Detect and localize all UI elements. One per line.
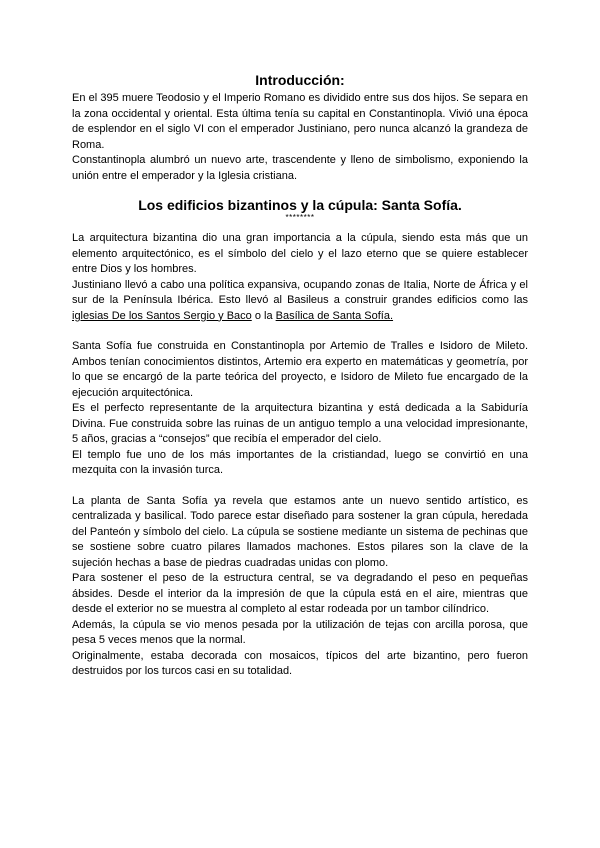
section-paragraph-3: Santa Sofía fue construida en Constantinopla por Artemio de Tralles e Isidoro de Mileto. Ambos tenían conocimientos distintos, Artemio era experto en matemáticas y geometría, por lo que se encargó de la parte teórica del proyecto, e Isidoro de Mileto fue encargado de la ejecución arquitectónica. [72,340,528,399]
section-title: Los edificios bizantinos y la cúpula: Santa Sofía. [138,197,462,213]
paragraph-gap [72,324,528,339]
section-paragraph-7: Para sostener el peso de la estructura central, se va degradando el peso en pequeñas ábsides. Desde el interior da la impresión de que la cúpula está en el aire, mientras que desde el exterior no se muestra al completo al estar rodeada por un tambor cilíndrico. [72,572,528,615]
section-paragraph-1: La arquitectura bizantina dio una gran importancia a la cúpula, siendo esta más que un elemento arquitectónico, es el símbolo del cielo y el lazo eterno que se quiere establecer entre Dios y los hombres. [72,232,528,275]
paragraph-2-text: Justiniano llevó a cabo una política expansiva, ocupando zonas de Italia, Norte de África y el sur de la Península Ibérica. Esto llevó al Basileus a construir grandes edificios como las [72,278,528,306]
section-paragraph-8: Además, la cúpula se vio menos pesada por la utilización de tejas con arcilla porosa, que pesa 5 veces menos que la normal. [72,618,528,646]
section-paragraph-6: La planta de Santa Sofía ya revela que estamos ante un nuevo sentido artístico, es centralizada y basilical. Todo parece estar diseñado para sostener la gran cúpula, heredada del Panteón y símbolo del cielo. La cúpula se sostiene mediante un sistema de pechinas que se sostiene sobre cuatro pilares llamados machones. Estos pilares son la clave de la sujeción hechas a base de piedras cuadradas unidas con plomo. [72,494,528,569]
link-iglesias-sergio-baco[interactable]: iglesias De los Santos Sergio y Baco [72,309,252,322]
intro-paragraph-2: Constantinopla alumbró un nuevo arte, trascendente y lleno de simbolismo, exponiendo la unión entre el emperador y la Iglesia cristiana. [72,154,528,182]
paragraph-gap [72,479,528,494]
section-paragraph-5: El templo fue uno de los más importantes de la cristiandad, luego se convirtió en una mezquita con la invasión turca. [72,448,528,476]
section-paragraph-4: Es el perfecto representante de la arquitectura bizantina y está dedicada a la Sabiduría Divina. Fue construida sobre las ruinas de un antiguo templo a una velocidad impresionante, 5 años, gracias a “consejos” que recibía el emperador del cielo. [72,402,528,445]
section-separator: ******** [285,213,315,222]
link-basilica-santa-sofia[interactable]: Basílica de Santa Sofía. [275,309,394,322]
intro-paragraph-1: En el 395 muere Teodosio y el Imperio Romano es dividido entre sus dos hijos. Se separa en la zona occidental y oriental. Esta última tenía su capital en Constantinopla. Vivió una época de esplendor en el siglo VI con el emperador Justiniano, pero nunca alcanzó la grandeza de Roma. [72,92,528,151]
intro-title: Introducción: [255,72,345,88]
paragraph-2-connector: o la [251,309,276,322]
section-paragraph-9: Originalmente, estaba decorada con mosaicos, típicos del arte bizantino, pero fueron destruidos por los turcos casi en su totalidad. [72,649,528,677]
section-paragraph-2 [72,278,528,325]
